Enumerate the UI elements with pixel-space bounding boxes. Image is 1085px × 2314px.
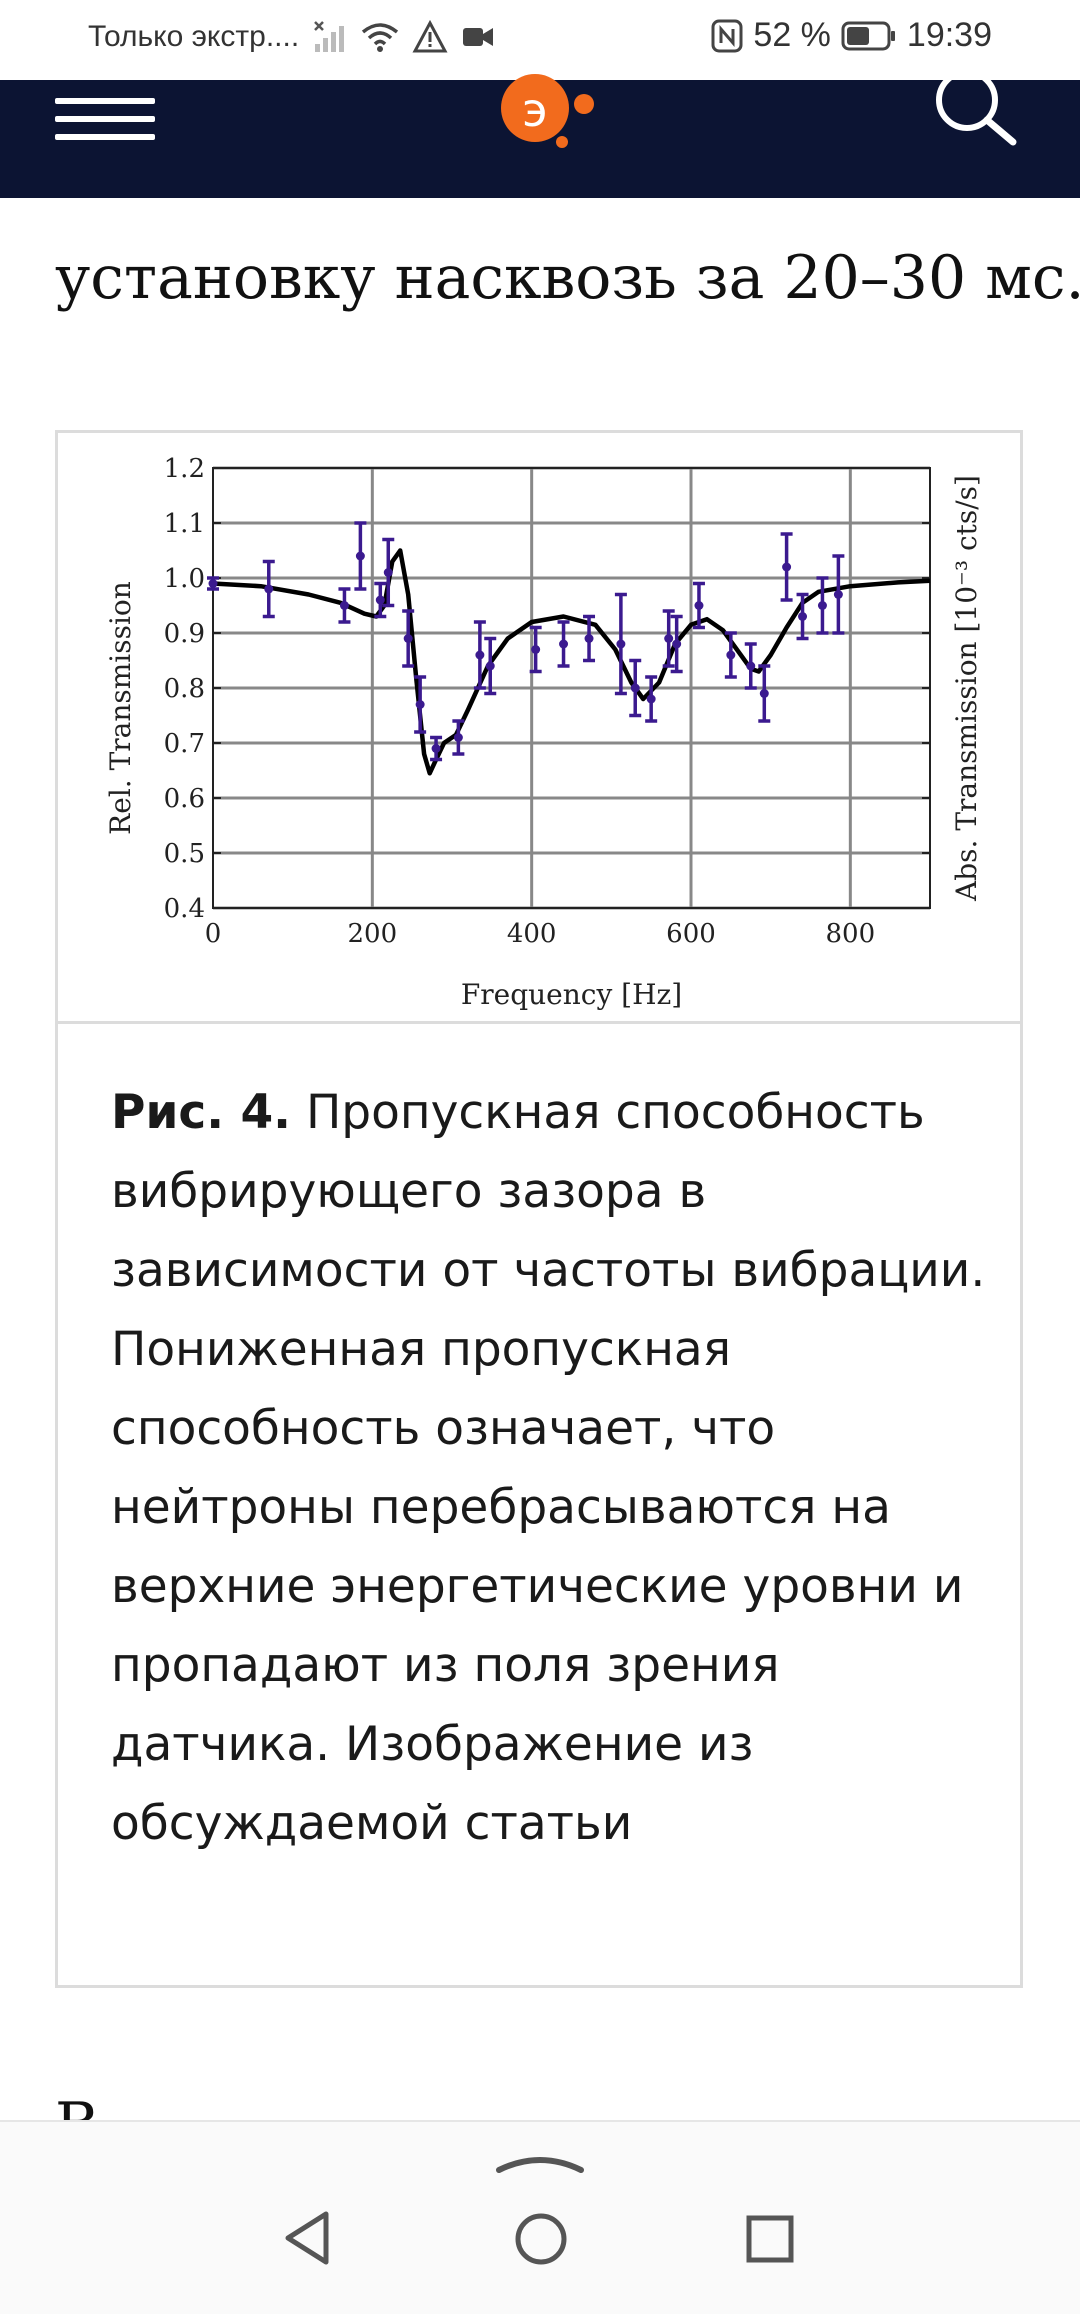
- status-left: [88, 20, 495, 54]
- navigation-bar: [0, 2120, 1080, 2314]
- home-icon[interactable]: [514, 2212, 568, 2266]
- back-icon[interactable]: [282, 2210, 334, 2266]
- x-tick-label: 0: [204, 919, 222, 949]
- status-right: [711, 16, 992, 55]
- y-tick-label: 1.2: [163, 454, 205, 484]
- data-point: [616, 640, 625, 649]
- data-point: [559, 640, 568, 649]
- data-point: [647, 695, 656, 704]
- data-point: [454, 733, 463, 742]
- figure-caption: [111, 1073, 991, 1863]
- caption-text: Пропускная способность вибрирующего зазора в зависимости от частоты вибрации. Пониженная пропускная способность означает, что нейтроны перебрасываются на верхние энергетические уровни и пропадают из поля зрения датчика. Изображение из обсуждаемой статьи: [111, 1085, 986, 1851]
- y-tick-label: 0.8: [163, 674, 205, 704]
- x-axis-label: Frequency [Hz]: [460, 978, 683, 1011]
- logo-letter: э: [522, 83, 548, 137]
- app-header: [0, 80, 1080, 198]
- article-line: установку насквозь за 20–30 мс.: [55, 243, 1085, 313]
- data-point: [384, 568, 393, 577]
- nfc-icon: [711, 19, 743, 53]
- data-point: [475, 651, 484, 660]
- battery-percent: 52 %: [753, 16, 831, 54]
- data-point: [416, 700, 425, 709]
- signal-off-icon: [313, 20, 347, 54]
- y-axis-label-right: Abs. Transmission [10⁻³ cts/s]: [950, 475, 983, 901]
- data-point: [760, 689, 769, 698]
- hamburger-menu-icon[interactable]: [55, 90, 155, 152]
- notification-text: Только экстр....: [88, 20, 300, 53]
- data-point: [746, 662, 755, 671]
- data-point: [834, 590, 843, 599]
- data-point: [486, 662, 495, 671]
- data-point: [356, 552, 365, 561]
- data-point: [585, 634, 594, 643]
- x-tick-label: 200: [347, 919, 398, 949]
- chevron-up-icon[interactable]: [495, 2150, 585, 2174]
- data-point: [432, 744, 441, 753]
- y-tick-label: 0.9: [163, 619, 205, 649]
- transmission-chart: [58, 433, 1020, 1021]
- data-point: [376, 596, 385, 605]
- data-point: [631, 684, 640, 693]
- data-point: [694, 601, 703, 610]
- battery-icon: [841, 21, 897, 51]
- y-tick-label: 1.0: [163, 564, 205, 594]
- y-axis-label: Rel. Transmission: [104, 581, 137, 835]
- data-point: [782, 563, 791, 572]
- logo-icon: [490, 80, 610, 150]
- y-tick-label: 0.5: [163, 839, 205, 869]
- logo[interactable]: [490, 80, 610, 150]
- y-tick-label: 0.4: [163, 894, 205, 924]
- data-point: [726, 651, 735, 660]
- x-tick-label: 800: [825, 919, 876, 949]
- data-point: [798, 612, 807, 621]
- wifi-icon: [361, 20, 399, 54]
- video-camera-icon: [461, 24, 495, 50]
- status-bar: [0, 0, 1080, 80]
- data-point: [209, 579, 218, 588]
- caption-label: Рис. 4.: [111, 1085, 292, 1140]
- figure-chart[interactable]: [58, 433, 1020, 1024]
- y-tick-label: 1.1: [163, 509, 205, 539]
- y-tick-label: 0.7: [163, 729, 205, 759]
- recents-icon[interactable]: [745, 2214, 795, 2264]
- y-tick-label: 0.6: [163, 784, 205, 814]
- data-point: [664, 634, 673, 643]
- warning-icon: [413, 21, 447, 53]
- data-point: [264, 585, 273, 594]
- figure: [55, 430, 1023, 1988]
- clock-time: 19:39: [906, 16, 992, 54]
- search-icon[interactable]: [925, 80, 1025, 150]
- data-point: [404, 634, 413, 643]
- data-point: [531, 645, 540, 654]
- data-point: [818, 601, 827, 610]
- x-tick-label: 400: [506, 919, 557, 949]
- data-point: [672, 640, 681, 649]
- x-tick-label: 600: [666, 919, 716, 949]
- data-point: [340, 601, 349, 610]
